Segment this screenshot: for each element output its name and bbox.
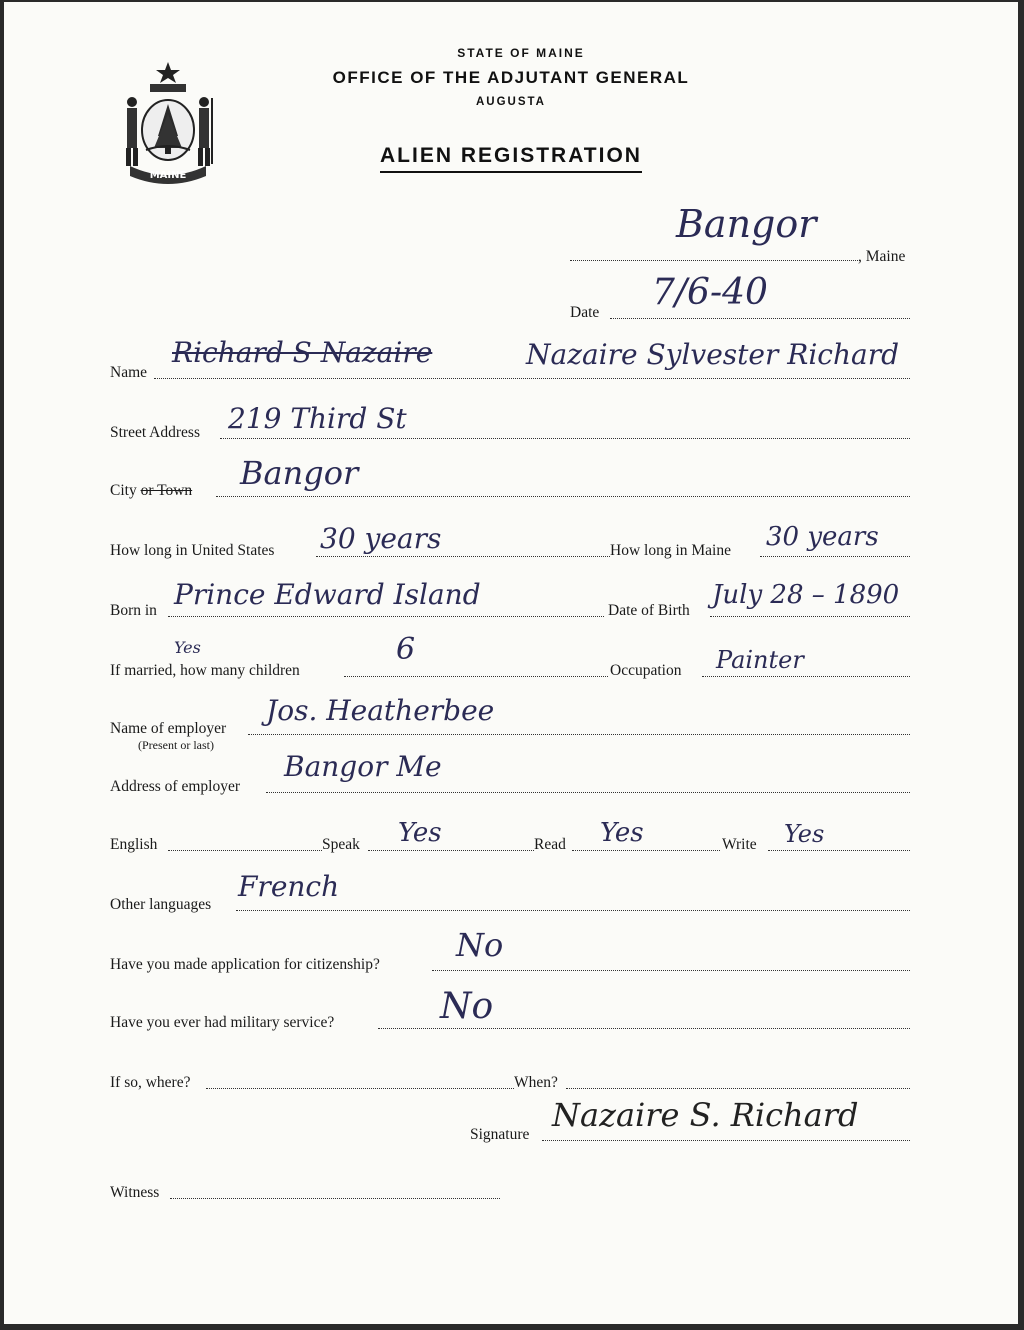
- where-label: If so, where?: [110, 1074, 191, 1091]
- city-label: City or Town: [110, 482, 193, 499]
- born-line: [168, 616, 604, 617]
- citizenship-line: [432, 970, 910, 971]
- street-value: 219 Third St: [228, 402, 407, 435]
- read-line: [572, 850, 720, 851]
- street-line: [220, 438, 910, 439]
- date-value: 7/6-40: [652, 272, 768, 313]
- married-label: If married, how many children: [110, 662, 300, 679]
- form-title: ALIEN REGISTRATION: [4, 144, 1018, 168]
- name-label: Name: [110, 364, 148, 381]
- city-value: Bangor: [240, 454, 359, 492]
- name-struck-value: Richard S Nazaire: [172, 336, 433, 369]
- maine-duration-value: 30 years: [766, 522, 879, 552]
- read-label: Read: [534, 836, 566, 853]
- state-heading: STATE OF MAINE: [457, 46, 585, 60]
- signature-label: Signature: [470, 1126, 530, 1143]
- employer-line: [248, 734, 910, 735]
- other-languages-line: [236, 910, 910, 911]
- where-line: [206, 1088, 514, 1089]
- military-line: [378, 1028, 910, 1029]
- occupation-label: Occupation: [610, 662, 682, 679]
- name-line: [154, 378, 910, 379]
- citizenship-label: Have you made application for citizenship?: [110, 956, 380, 973]
- when-label: When?: [514, 1074, 558, 1091]
- write-label: Write: [722, 836, 757, 853]
- dob-value: July 28 – 1890: [712, 580, 900, 610]
- maine-label: , Maine: [858, 248, 906, 265]
- military-value: No: [440, 986, 494, 1027]
- witness-line: [170, 1198, 500, 1199]
- employer-address-line: [266, 792, 910, 793]
- place-value: Bangor: [676, 202, 817, 246]
- witness-label: Witness: [110, 1184, 160, 1201]
- place-line: [570, 260, 860, 261]
- employer-sublabel: (Present or last): [138, 738, 214, 752]
- street-label: Street Address: [110, 424, 200, 441]
- military-label: Have you ever had military service?: [110, 1014, 335, 1031]
- english-line: [168, 850, 322, 851]
- name-value: Nazaire Sylvester Richard: [526, 338, 900, 371]
- city-line: [216, 496, 910, 497]
- read-value: Yes: [600, 818, 644, 848]
- maine-duration-label: How long in Maine: [610, 542, 731, 559]
- married-note: Yes: [174, 638, 201, 657]
- us-duration-label: How long in United States: [110, 542, 275, 559]
- write-value: Yes: [784, 820, 825, 848]
- children-line: [344, 676, 608, 677]
- office-heading: OFFICE OF THE ADJUTANT GENERAL: [332, 68, 690, 87]
- signature-line: [542, 1140, 910, 1141]
- born-label: Born in: [110, 602, 157, 619]
- citizenship-value: No: [456, 926, 504, 964]
- speak-line: [368, 850, 534, 851]
- employer-address-label: Address of employer: [110, 778, 240, 795]
- us-duration-value: 30 years: [320, 522, 442, 555]
- maine-duration-line: [760, 556, 910, 557]
- us-duration-line: [316, 556, 610, 557]
- registration-form: [4, 2, 1018, 1324]
- occupation-value: Painter: [716, 646, 804, 674]
- other-languages-value: French: [238, 870, 340, 903]
- dob-line: [710, 616, 910, 617]
- employer-value: Jos. Heatherbee: [266, 694, 495, 727]
- other-languages-label: Other languages: [110, 896, 212, 913]
- date-line: [610, 318, 910, 319]
- children-value: 6: [396, 632, 416, 667]
- signature-value: Nazaire S. Richard: [552, 1096, 859, 1134]
- employer-address-value: Bangor Me: [284, 750, 442, 783]
- born-value: Prince Edward Island: [174, 578, 481, 611]
- english-label: English: [110, 836, 158, 853]
- city-heading: AUGUSTA: [475, 96, 546, 108]
- speak-label: Speak: [322, 836, 360, 853]
- employer-label: Name of employer: [110, 720, 227, 737]
- svg-text:MAINE: MAINE: [149, 170, 187, 181]
- when-line: [566, 1088, 910, 1089]
- speak-value: Yes: [398, 818, 442, 848]
- date-label: Date: [570, 304, 600, 321]
- write-line: [768, 850, 910, 851]
- occupation-line: [702, 676, 910, 677]
- dob-label: Date of Birth: [608, 602, 690, 619]
